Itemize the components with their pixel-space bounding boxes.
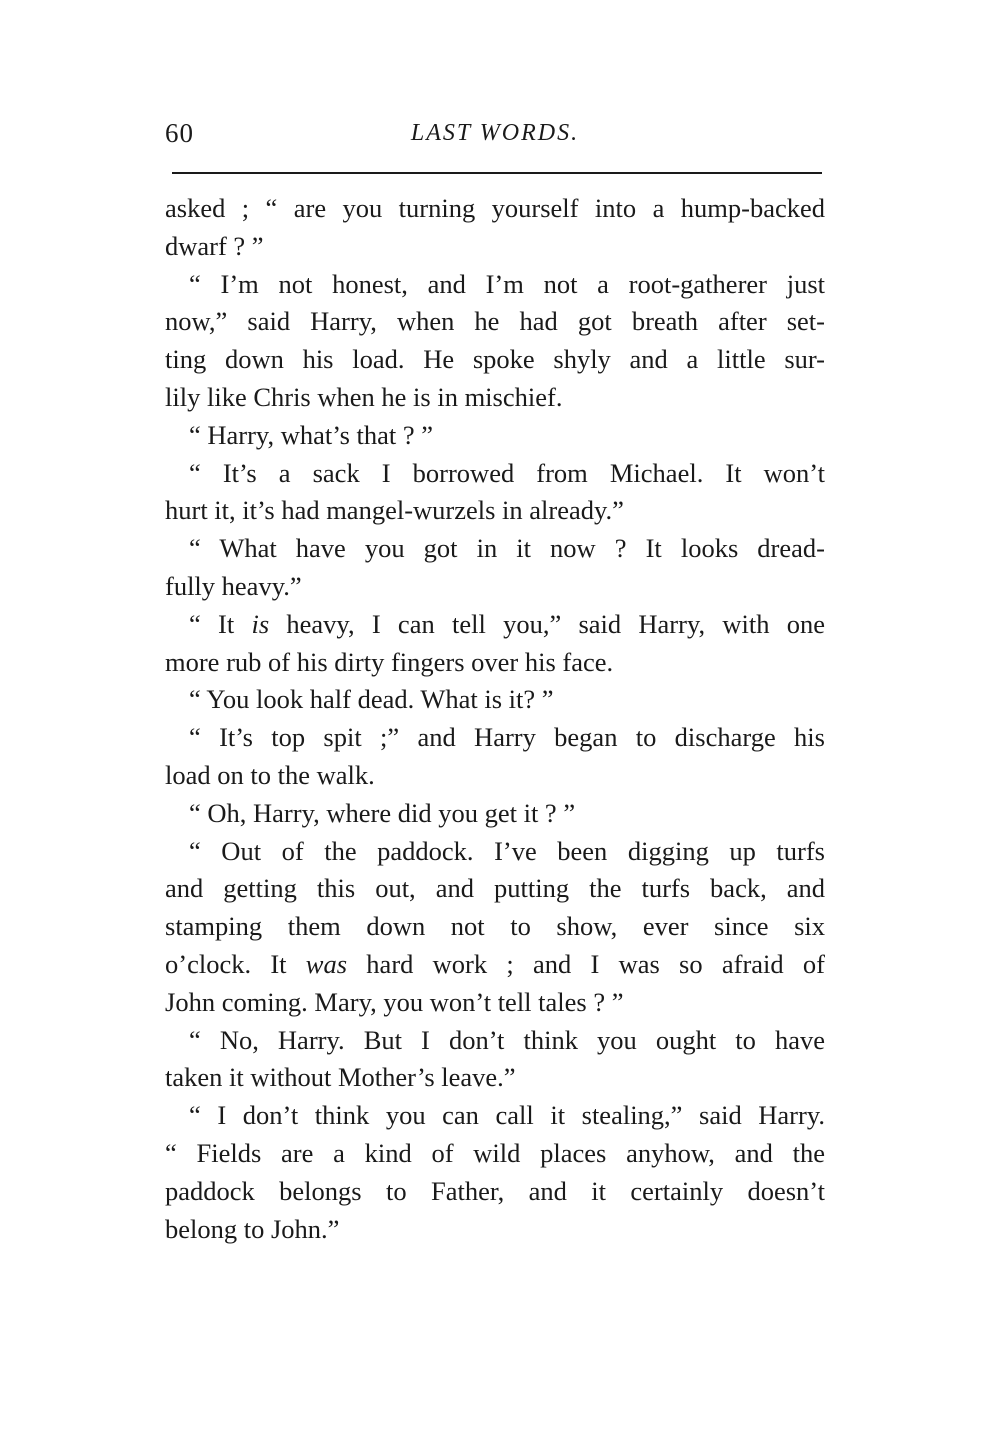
text-line: paddock belongs to Father, and it certainly doesn’t <box>165 1175 825 1206</box>
text-line: “ Harry, what’s that ? ” <box>189 419 434 450</box>
header-rule <box>172 172 822 174</box>
text-line: “ Out of the paddock. I’ve been digging up turfs <box>189 835 825 866</box>
text-line: taken it without Mother’s leave.” <box>165 1062 516 1093</box>
text-line: “ Fields are a kind of wild places anyhow, and the <box>165 1137 825 1168</box>
text-line: John coming. Mary, you won’t tell tales ? ” <box>165 986 624 1017</box>
text-line: “ Oh, Harry, where did you get it ? ” <box>189 797 576 828</box>
emphasis: is <box>251 608 270 639</box>
emphasis: was <box>305 948 348 979</box>
text-line: “ It is heavy, I can tell you,” said Harry, with one <box>189 608 825 639</box>
text-line: belong to John.” <box>165 1213 340 1244</box>
text-line: stamping them down not to show, ever since six <box>165 911 825 942</box>
text-line: dwarf ? ” <box>165 230 264 261</box>
running-title: LAST WORDS. <box>410 120 580 146</box>
text-line: now,” said Harry, when he had got breath after set- <box>165 306 825 337</box>
body-text <box>165 190 825 1248</box>
text-line: “ No, Harry. But I don’t think you ought to have <box>189 1024 825 1055</box>
text-line: “ You look half dead. What is it? ” <box>189 684 554 715</box>
text-line: “ What have you got in it now ? It looks dread- <box>189 533 825 564</box>
text-line: “ It’s a sack I borrowed from Michael. It won’t <box>189 457 825 488</box>
text-line: and getting this out, and putting the turfs back, and <box>165 873 825 904</box>
text-line: hurt it, it’s had mangel-wurzels in already.” <box>165 495 624 526</box>
text-line: lily like Chris when he is in mischief. <box>165 381 563 412</box>
text-line: load on to the walk. <box>165 759 375 790</box>
text-line: “ I’m not honest, and I’m not a root-gatherer just <box>189 268 825 299</box>
text-line: “ I don’t think you can call it stealing,” said Harry. <box>189 1100 825 1131</box>
text-line: o’clock. It was hard work ; and I was so afraid of <box>165 948 825 979</box>
text-line: ting down his load. He spoke shyly and a little sur- <box>165 344 825 375</box>
page-number: 60 <box>165 118 194 148</box>
text-line: more rub of his dirty fingers over his face. <box>165 646 614 677</box>
text-line: asked ; “ are you turning yourself into a hump-backed <box>165 193 825 223</box>
running-head <box>165 118 825 158</box>
text-line: fully heavy.” <box>165 570 302 601</box>
text-line: “ It’s top spit ;” and Harry began to discharge his <box>189 722 825 753</box>
